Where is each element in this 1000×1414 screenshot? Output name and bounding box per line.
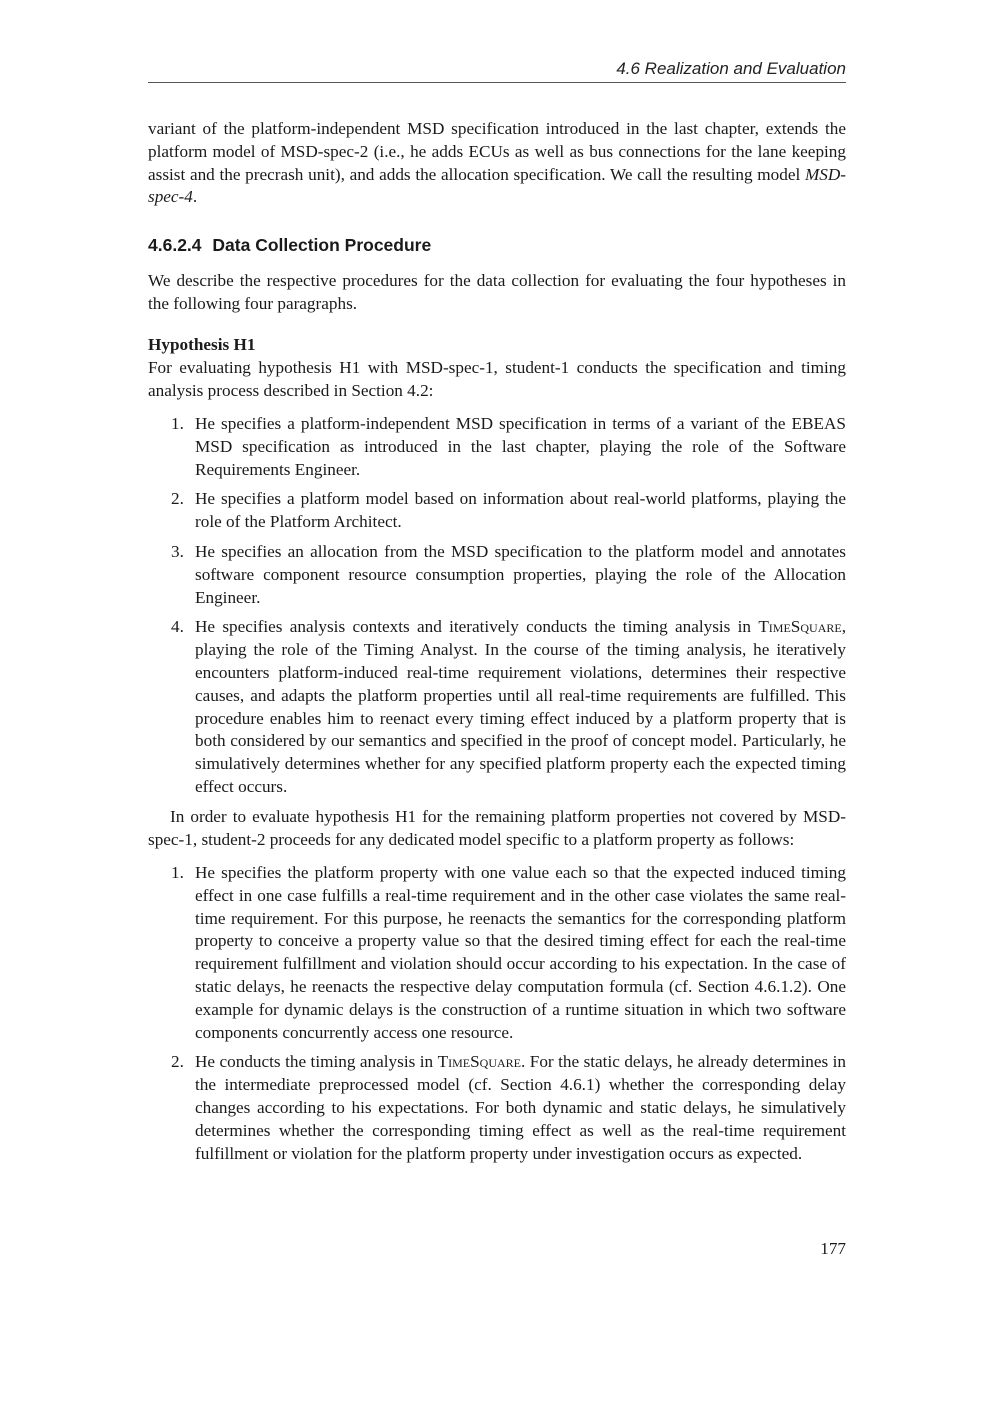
list-item-text: He conducts the timing analysis in: [195, 1052, 438, 1072]
list-marker: 1.: [171, 414, 184, 433]
section-title: Data Collection Procedure: [212, 235, 432, 255]
list-item: [148, 541, 846, 609]
list-item: [148, 616, 846, 798]
intro-text: variant of the platform-independent MSD specification introduced in the last chapter, extends the platform model of MSD-spec-2 (i.e., he adds ECUs as well as bus connections for the lane keeping assist and the precrash unit), and adds the allocation specification. We call the resulting model: [148, 119, 846, 184]
list-item: [148, 862, 846, 1044]
list-marker: 1.: [171, 863, 184, 882]
section-number: 4.6.2.4: [148, 235, 202, 255]
document-page: [148, 0, 846, 1414]
list-marker: 4.: [171, 617, 184, 637]
page-number: 177: [820, 1239, 846, 1258]
section-intro: We describe the respective procedures for the data collection for evaluating the four hypotheses in the following four paragraphs.: [148, 271, 846, 313]
procedure-list-1: [148, 413, 846, 799]
list-item: [148, 413, 846, 481]
list-marker: 2.: [171, 1052, 184, 1072]
hypothesis-heading: Hypothesis H1: [148, 335, 256, 354]
running-head: 4.6 Realization and Evaluation: [616, 59, 846, 78]
list-marker: 2.: [171, 489, 184, 509]
list-item-text: He specifies the platform property with one value each so that the expected induced timing effect in one case fulfills a real-time requirement and in the other case violates the same real-time requirement. For this purpose, he reenacts the semantics for the corresponding platform property to conceive a property value so that the desired timing effect for each the real-time requirement fulfillment and violation should occur according to his expectation. In the case of static delays, he reenacts the respective delay computation formula (cf. Section 4.6.1.2). One example for dynamic delays is the construction of a runtime situation in which two software components concurrently access one resource.: [195, 863, 846, 1042]
list-item-text: He specifies a platform-independent MSD specification in terms of a variant of the EBEAS MSD specification as introduced in the last chapter, playing the role of the Software Requirements Engineer.: [195, 414, 846, 479]
tool-name: TimeSquare: [758, 617, 842, 637]
intro-paragraph: [148, 118, 846, 209]
hypothesis-intro: For evaluating hypothesis H1 with MSD-spec-1, student-1 conducts the specification and timing analysis process described in Section 4.2:: [148, 358, 846, 400]
tool-name: TimeSquare: [437, 1052, 521, 1072]
list-item: [148, 488, 846, 534]
list-item-text: He specifies analysis contexts and iteratively conducts the timing analysis in: [195, 617, 759, 637]
transition-paragraph: In order to evaluate hypothesis H1 for the remaining platform properties not covered by MSD-spec-1, student-2 proceeds for any dedicated model specific to a platform property as follows:: [148, 807, 846, 849]
list-item-text: He specifies a platform model based on information about real-world platforms, playing the role of the Platform Architect.: [195, 489, 846, 532]
list-item-text: He specifies an allocation from the MSD specification to the platform model and annotates software component resource consumption properties, playing the role of the Allocation Engineer.: [195, 541, 846, 607]
list-item-text-cont: , playing the role of the Timing Analyst. In the course of the timing analysis, he iteratively encounters platform-induced real-time requirement violations, determines their respective causes, and adapts the platform properties until all real-time requirements are fulfilled. This procedure enables him to reenact every timing effect induced by a platform property that is both considered by our semantics and specified in the proof of concept model. Particularly, he simulatively determines whether for any specified platform property each the expected timing effect occurs.: [195, 617, 846, 796]
list-item: [148, 1051, 846, 1165]
list-marker: 3.: [171, 541, 184, 561]
intro-end: .: [192, 187, 198, 207]
list-item-text-cont: . For the static delays, he already determines in the intermediate preprocessed model (cf. Section 4.6.1) whether the corresponding delay changes according to his expectations. For both dynamic and static delays, he simulatively determines whether the corresponding timing effect as well as the real-time requirement fulfillment or violation for the platform property under investigation occurs as expected.: [195, 1052, 847, 1163]
header-rule: [148, 82, 846, 83]
procedure-list-2: [148, 862, 846, 1165]
model-name-emphasis: MSD-spec-4: [148, 164, 846, 207]
section-heading: [148, 234, 431, 257]
